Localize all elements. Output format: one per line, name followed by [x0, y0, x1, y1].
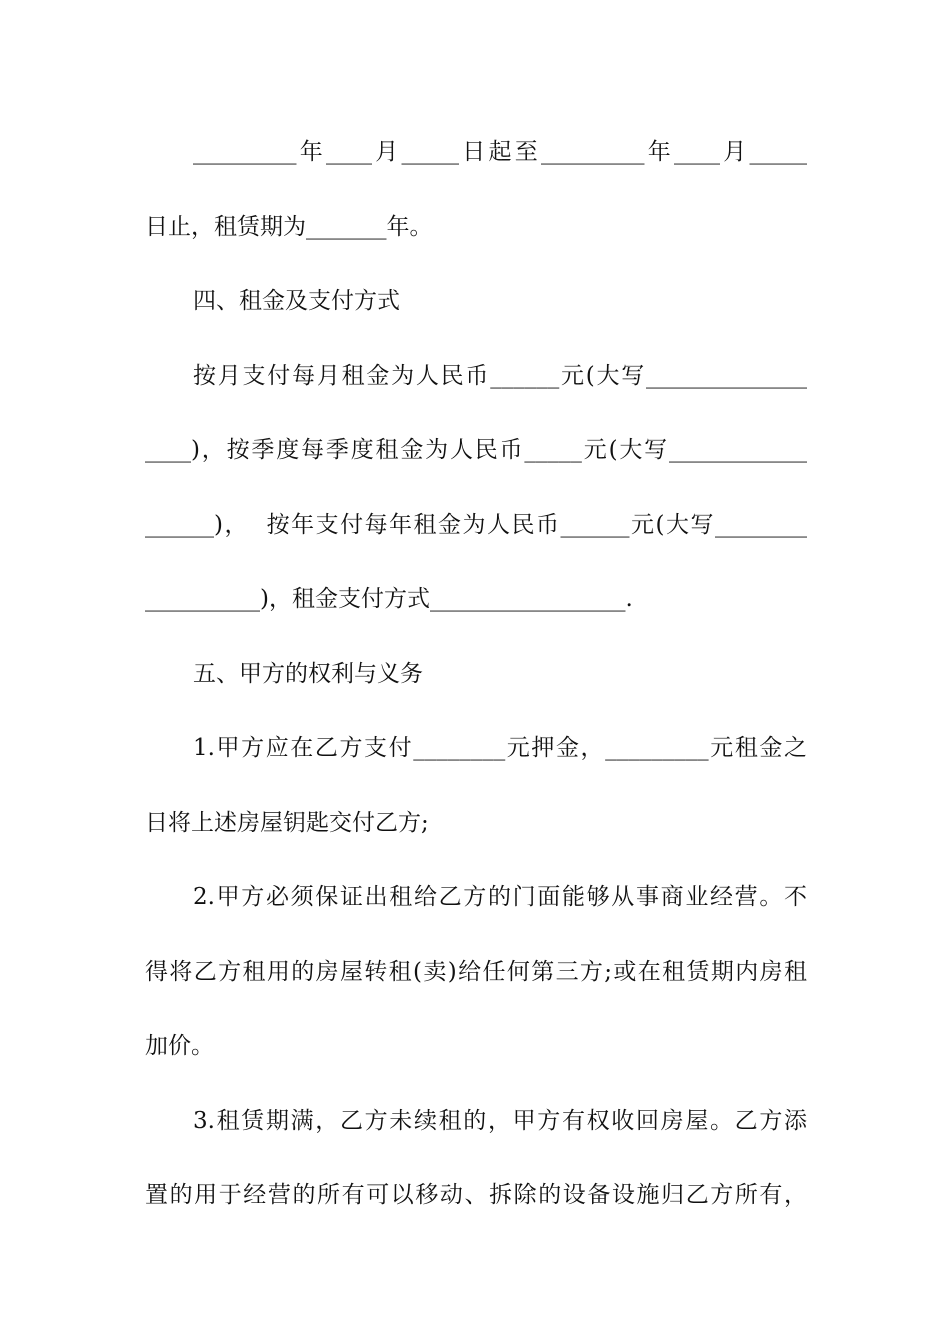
text-line: 按月支付每月租金为人民币______元(大写______________: [193, 363, 807, 389]
text-line: 得将乙方租用的房屋转租(卖)给任何第三方;或在租赁期内房租: [145, 959, 807, 985]
section-heading: 五、甲方的权利与义务: [193, 661, 423, 687]
text-line: __________)，租金支付方式_________________.: [145, 586, 633, 612]
text-line: 加价。: [145, 1033, 214, 1059]
text-line: _________年____月_____日起至_________年____月_____: [193, 139, 807, 165]
section-heading: 四、租金及支付方式: [193, 288, 400, 314]
text-line: ____)，按季度每季度租金为人民币_____元(大写____________: [145, 437, 807, 463]
text-line: 日止，租赁期为_______年。: [145, 214, 433, 240]
text-line: 3.租赁期满，乙方未续租的，甲方有权收回房屋。乙方添: [193, 1108, 807, 1134]
text-line: 置的用于经营的所有可以移动、拆除的设备设施归乙方所有，: [145, 1182, 807, 1208]
text-line: ______)， 按年支付每年租金为人民币______元(大写________: [145, 512, 807, 538]
text-line: 日将上述房屋钥匙交付乙方;: [145, 810, 429, 836]
text-line: 1.甲方应在乙方支付________元押金，_________元租金之: [193, 735, 807, 761]
text-line: 2.甲方必须保证出租给乙方的门面能够从事商业经营。不: [193, 884, 807, 910]
